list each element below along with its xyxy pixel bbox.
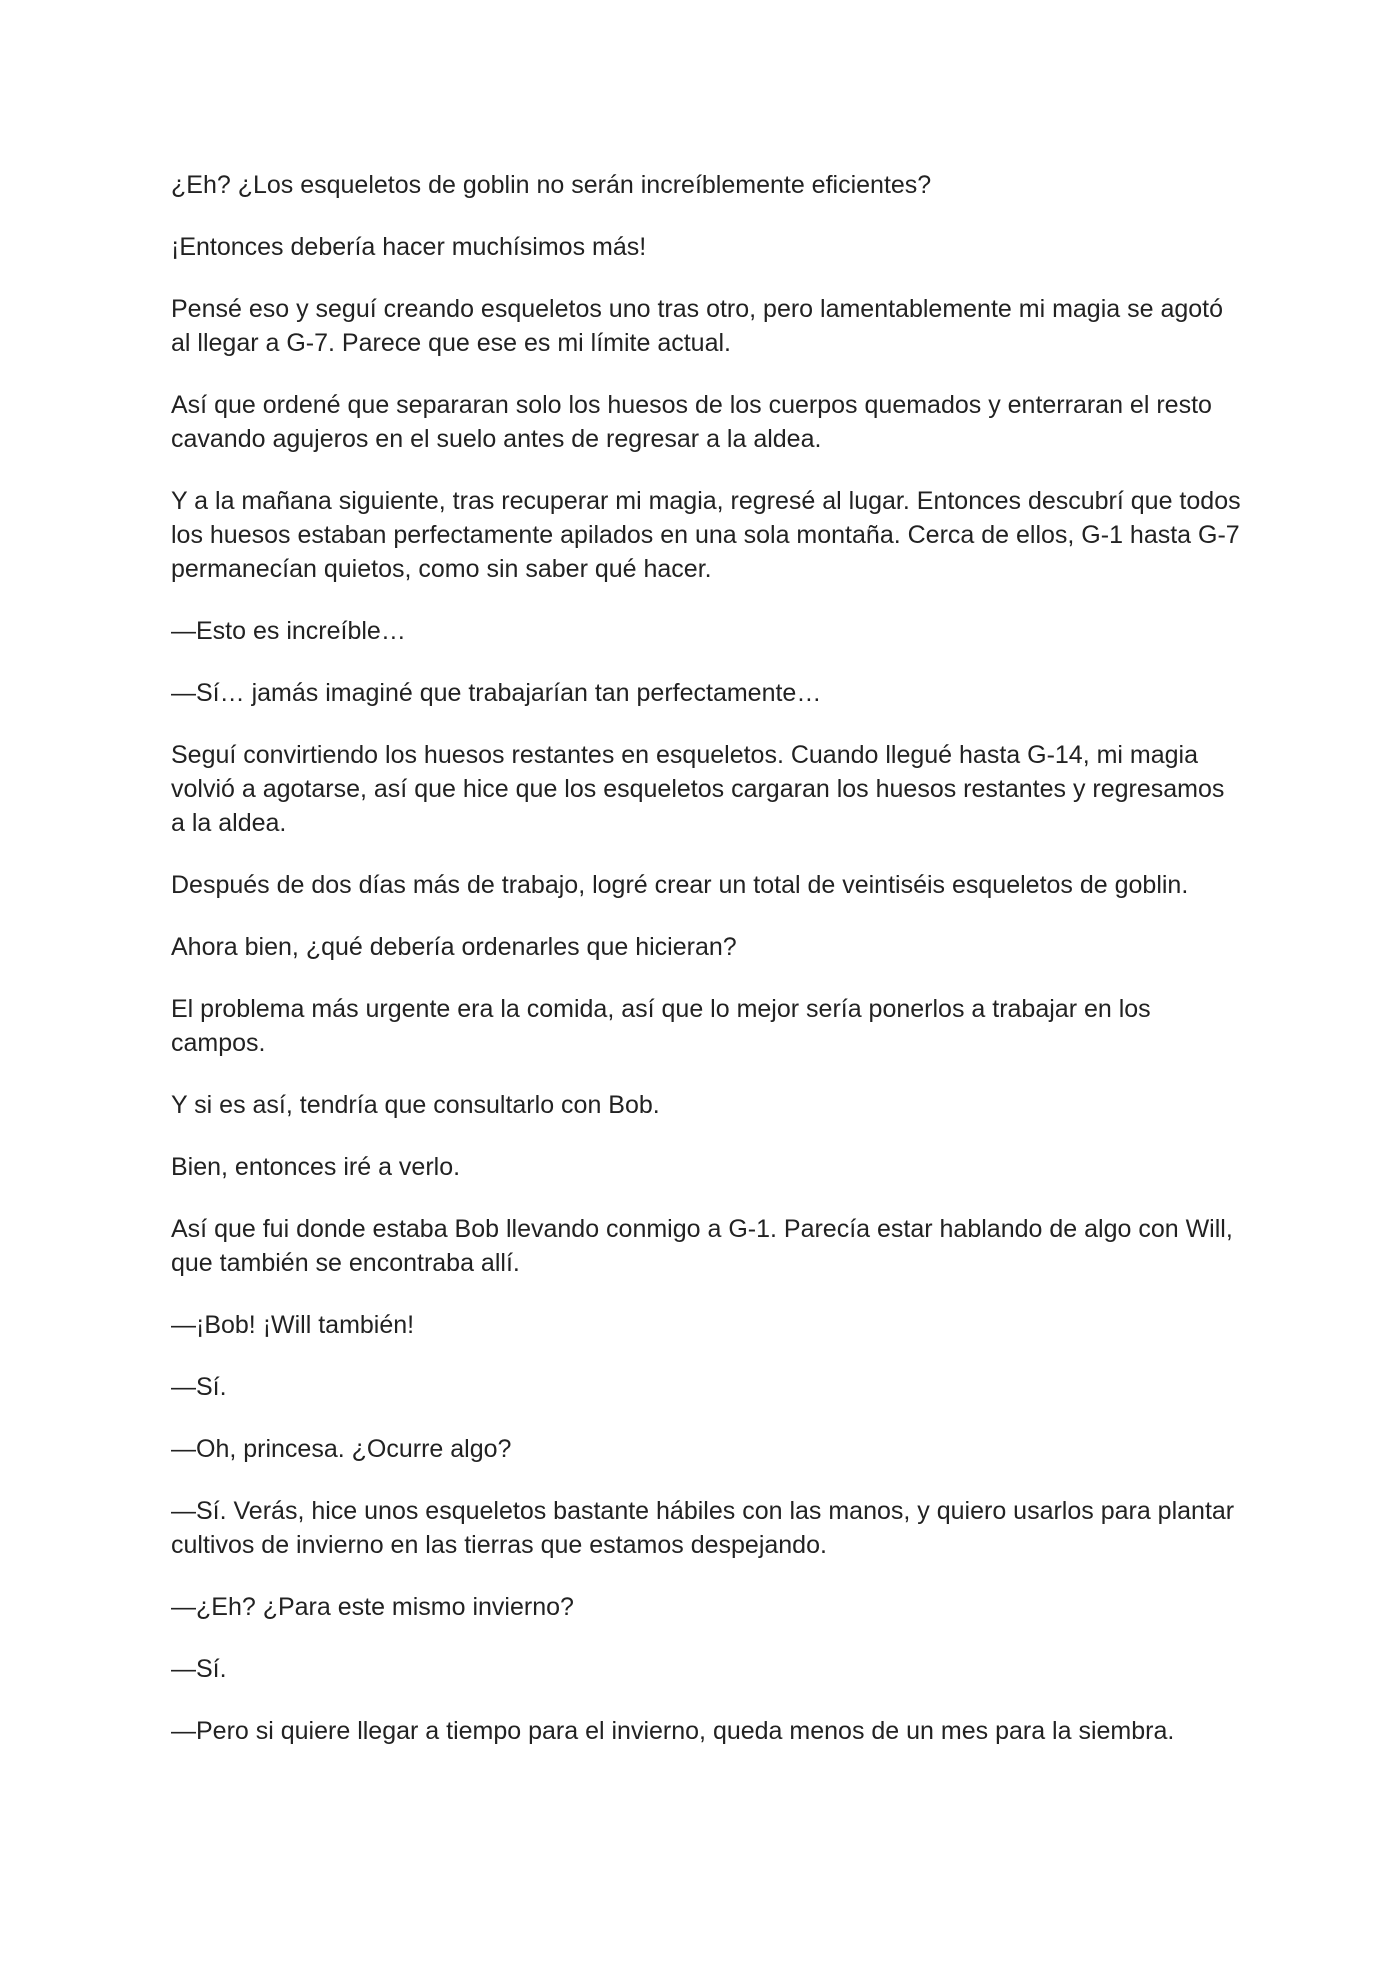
dialogue-line: —¡Bob! ¡Will también! [171, 1311, 415, 1339]
paragraph: ¿Eh? ¿Los esqueletos de goblin no serán increíblemente eficientes? [171, 171, 932, 199]
paragraph: ¡Entonces debería hacer muchísimos más! [171, 233, 647, 261]
paragraph: Seguí convirtiendo los huesos restantes en esqueletos. Cuando llegué hasta G-14, mi magia volvió a agotarse, así que hice que los esqueletos cargaran los huesos restantes y regresamos a la aldea. [171, 741, 1225, 837]
dialogue-line: —Oh, princesa. ¿Ocurre algo? [171, 1435, 512, 1463]
dialogue-line: —Sí. Verás, hice unos esqueletos bastante hábiles con las manos, y quiero usarlos para plantar cultivos de invierno en las tierras que estamos despejando. [171, 1497, 1235, 1559]
paragraph: Ahora bien, ¿qué debería ordenarles que hicieran? [171, 933, 737, 961]
paragraph: Así que fui donde estaba Bob llevando conmigo a G-1. Parecía estar hablando de algo con Will, que también se encontraba allí. [171, 1215, 1233, 1277]
dialogue-line: —Sí. [171, 1373, 227, 1401]
paragraph: Y a la mañana siguiente, tras recuperar mi magia, regresé al lugar. Entonces descubrí que todos los huesos estaban perfectamente apilados en una sola montaña. Cerca de ellos, G-1 hasta G-7 permanecían quietos, como sin saber qué hacer. [171, 487, 1241, 583]
dialogue-line: —Esto es increíble… [171, 617, 406, 645]
paragraph: Bien, entonces iré a verlo. [171, 1153, 461, 1181]
paragraph: Después de dos días más de trabajo, logré crear un total de veintiséis esqueletos de goblin. [171, 871, 1189, 899]
paragraph: El problema más urgente era la comida, así que lo mejor sería ponerlos a trabajar en los campos. [171, 995, 1151, 1057]
dialogue-line: —Sí. [171, 1655, 227, 1683]
dialogue-line: —Sí… jamás imaginé que trabajarían tan perfectamente… [171, 679, 822, 707]
paragraph: Y si es así, tendría que consultarlo con Bob. [171, 1091, 660, 1119]
document-body [171, 168, 1241, 1776]
dialogue-line: —¿Eh? ¿Para este mismo invierno? [171, 1593, 574, 1621]
paragraph: Así que ordené que separaran solo los huesos de los cuerpos quemados y enterraran el resto cavando agujeros en el suelo antes de regresar a la aldea. [171, 391, 1212, 453]
dialogue-line: —Pero si quiere llegar a tiempo para el invierno, queda menos de un mes para la siembra. [171, 1717, 1175, 1745]
paragraph: Pensé eso y seguí creando esqueletos uno tras otro, pero lamentablemente mi magia se agotó al llegar a G-7. Parece que ese es mi límite actual. [171, 295, 1224, 357]
